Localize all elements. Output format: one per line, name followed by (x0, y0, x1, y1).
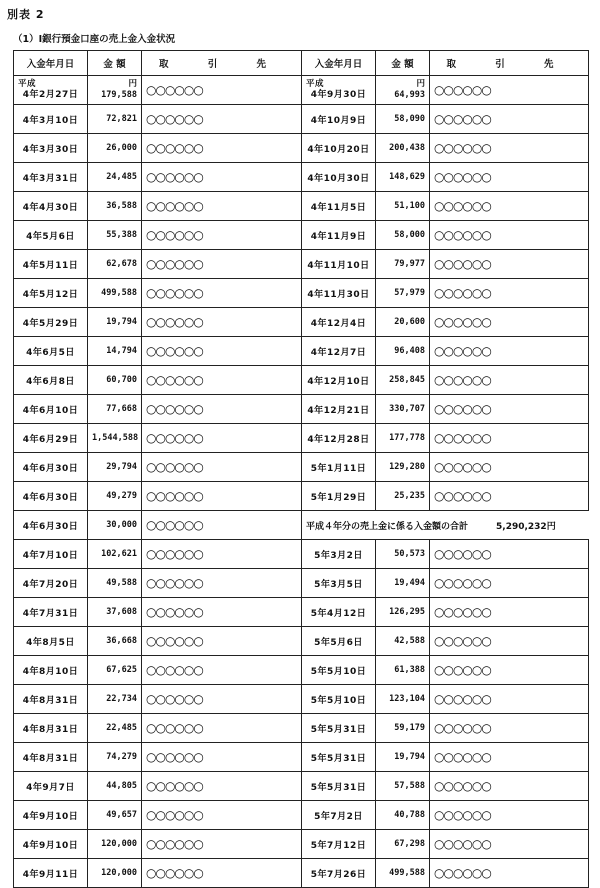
row-amount: 36,588 (88, 192, 142, 221)
row-date: 4年3月10日 (14, 105, 88, 134)
row-date: 4年10月30日 (302, 163, 376, 192)
row-amount: 40,788 (376, 801, 430, 830)
table-header-row (14, 51, 589, 76)
row-amount: 129,280 (376, 453, 430, 482)
row-party: ○○○○○○ (142, 482, 302, 511)
row-party: ○○○○○○ (430, 598, 589, 627)
row-amount: 499,588 (376, 859, 430, 888)
row-date: 4年3月31日 (14, 163, 88, 192)
row-party: ○○○○○○ (430, 830, 589, 859)
table-row (14, 308, 589, 337)
row-amount: 67,625 (88, 656, 142, 685)
row-date: 5年5月31日 (302, 714, 376, 743)
row-amount-value: 179,588 (101, 90, 137, 100)
row-date: 4年12月10日 (302, 366, 376, 395)
row-date: 4年6月30日 (14, 482, 88, 511)
row-date: 4年9月10日 (14, 801, 88, 830)
row-date: 4年7月10日 (14, 540, 88, 569)
row-amount: 49,279 (88, 482, 142, 511)
row-amount: 61,388 (376, 656, 430, 685)
row-party: ○○○○○○ (430, 76, 589, 105)
table-row (14, 540, 589, 569)
row-amount-value: 64,993 (394, 90, 425, 100)
table-row (14, 163, 589, 192)
table-row (14, 192, 589, 221)
row-date-prefix: 平成 (306, 79, 325, 89)
row-party: ○○○○○○ (430, 250, 589, 279)
row-party: ○○○○○○ (142, 511, 302, 540)
row-amount: 30,000 (88, 511, 142, 540)
row-party: ○○○○○○ (430, 540, 589, 569)
row-amount: 1,544,588 (88, 424, 142, 453)
row-party: ○○○○○○ (142, 627, 302, 656)
row-date: 4年11月9日 (302, 221, 376, 250)
row-party: ○○○○○○ (142, 395, 302, 424)
row-date: 5年5月6日 (302, 627, 376, 656)
header-amount: 金 額 (376, 51, 430, 76)
row-party: ○○○○○○ (142, 279, 302, 308)
table-row (14, 598, 589, 627)
table-row (14, 627, 589, 656)
table-row (14, 337, 589, 366)
row-party: ○○○○○○ (430, 192, 589, 221)
row-amount: 59,179 (376, 714, 430, 743)
document-label: 別表 2 (7, 8, 45, 21)
row-party: ○○○○○○ (142, 540, 302, 569)
header-party: 取 引 先 (142, 51, 302, 76)
row-date: 5年5月10日 (302, 685, 376, 714)
table-row (14, 221, 589, 250)
ledger-body (14, 51, 589, 888)
row-date: 4年4月30日 (14, 192, 88, 221)
row-amount: 126,295 (376, 598, 430, 627)
row-date: 4年6月30日 (14, 511, 88, 540)
row-party: ○○○○○○ (142, 250, 302, 279)
row-party: ○○○○○○ (430, 569, 589, 598)
row-party: ○○○○○○ (142, 598, 302, 627)
row-date: 4年12月28日 (302, 424, 376, 453)
row-date: 4年8月31日 (14, 685, 88, 714)
row-date: 4年10月9日 (302, 105, 376, 134)
row-party: ○○○○○○ (430, 714, 589, 743)
row-date-value: 4年2月27日 (22, 90, 79, 100)
row-amount: 51,100 (376, 192, 430, 221)
fy4-total-cell (302, 511, 589, 540)
row-amount: 26,000 (88, 134, 142, 163)
row-party: ○○○○○○ (142, 337, 302, 366)
row-date: 4年7月20日 (14, 569, 88, 598)
header-party: 取 引 先 (430, 51, 589, 76)
table-row (14, 656, 589, 685)
row-party: ○○○○○○ (430, 453, 589, 482)
row-date: 4年12月7日 (302, 337, 376, 366)
row-party: ○○○○○○ (430, 366, 589, 395)
row-date (302, 76, 376, 105)
row-party: ○○○○○○ (142, 685, 302, 714)
table-caption: （1）I銀行預金口座の売上金入金状況 (13, 34, 176, 45)
table-row (14, 424, 589, 453)
table-row (14, 830, 589, 859)
row-amount: 77,668 (88, 395, 142, 424)
row-amount: 60,700 (88, 366, 142, 395)
row-party: ○○○○○○ (430, 134, 589, 163)
row-date: 4年12月4日 (302, 308, 376, 337)
row-date: 4年6月5日 (14, 337, 88, 366)
row-amount (376, 76, 430, 105)
row-amount: 22,485 (88, 714, 142, 743)
row-date-prefix: 平成 (18, 79, 37, 89)
row-amount: 74,279 (88, 743, 142, 772)
row-amount: 123,104 (376, 685, 430, 714)
row-date: 4年6月29日 (14, 424, 88, 453)
row-party: ○○○○○○ (142, 424, 302, 453)
row-party: ○○○○○○ (430, 627, 589, 656)
row-date: 5年1月11日 (302, 453, 376, 482)
row-party: ○○○○○○ (430, 163, 589, 192)
header-date: 入金年月日 (302, 51, 376, 76)
row-party: ○○○○○○ (142, 801, 302, 830)
row-amount: 50,573 (376, 540, 430, 569)
row-amount-prefix: 円 (416, 79, 425, 89)
table-row (14, 772, 589, 801)
row-amount: 20,600 (376, 308, 430, 337)
row-amount: 55,388 (88, 221, 142, 250)
row-party: ○○○○○○ (142, 453, 302, 482)
table-row (14, 511, 589, 540)
row-date: 4年6月10日 (14, 395, 88, 424)
row-amount: 49,588 (88, 569, 142, 598)
row-date-value: 4年9月30日 (310, 90, 367, 100)
header-amount: 金 額 (88, 51, 142, 76)
table-row (14, 569, 589, 598)
row-amount: 29,794 (88, 453, 142, 482)
row-amount: 120,000 (88, 859, 142, 888)
row-amount: 120,000 (88, 830, 142, 859)
row-date: 4年9月10日 (14, 830, 88, 859)
row-amount: 57,979 (376, 279, 430, 308)
table-row (14, 482, 589, 511)
row-party: ○○○○○○ (142, 163, 302, 192)
row-amount: 37,608 (88, 598, 142, 627)
row-date: 4年8月31日 (14, 743, 88, 772)
table-row (14, 453, 589, 482)
table-row (14, 395, 589, 424)
row-date: 4年11月30日 (302, 279, 376, 308)
row-date: 5年7月26日 (302, 859, 376, 888)
row-date: 5年4月12日 (302, 598, 376, 627)
table-row (14, 801, 589, 830)
row-party: ○○○○○○ (430, 801, 589, 830)
row-date: 4年12月21日 (302, 395, 376, 424)
row-party: ○○○○○○ (430, 308, 589, 337)
row-date: 4年6月8日 (14, 366, 88, 395)
row-date: 4年10月20日 (302, 134, 376, 163)
row-party: ○○○○○○ (430, 685, 589, 714)
table-row (14, 714, 589, 743)
row-amount: 148,629 (376, 163, 430, 192)
row-party: ○○○○○○ (142, 134, 302, 163)
row-date: 4年5月11日 (14, 250, 88, 279)
row-date: 5年5月31日 (302, 743, 376, 772)
row-party: ○○○○○○ (142, 656, 302, 685)
row-amount: 44,805 (88, 772, 142, 801)
row-party: ○○○○○○ (142, 772, 302, 801)
row-party: ○○○○○○ (142, 105, 302, 134)
row-amount: 62,678 (88, 250, 142, 279)
fy4-total-value: 5,290,232円 (496, 521, 556, 532)
table-row (14, 105, 589, 134)
row-amount: 22,734 (88, 685, 142, 714)
row-amount: 24,485 (88, 163, 142, 192)
row-amount: 58,090 (376, 105, 430, 134)
row-party: ○○○○○○ (430, 743, 589, 772)
row-amount: 330,707 (376, 395, 430, 424)
row-date: 5年5月31日 (302, 772, 376, 801)
row-date: 5年3月2日 (302, 540, 376, 569)
row-date: 4年8月5日 (14, 627, 88, 656)
row-date: 5年7月2日 (302, 801, 376, 830)
row-amount: 200,438 (376, 134, 430, 163)
row-party: ○○○○○○ (430, 656, 589, 685)
row-party: ○○○○○○ (142, 569, 302, 598)
row-party: ○○○○○○ (142, 192, 302, 221)
row-amount: 49,657 (88, 801, 142, 830)
row-party: ○○○○○○ (142, 859, 302, 888)
row-date: 4年5月6日 (14, 221, 88, 250)
row-party: ○○○○○○ (142, 830, 302, 859)
row-party: ○○○○○○ (430, 279, 589, 308)
row-party: ○○○○○○ (142, 221, 302, 250)
row-amount: 177,778 (376, 424, 430, 453)
row-amount: 67,298 (376, 830, 430, 859)
table-row (14, 250, 589, 279)
header-date: 入金年月日 (14, 51, 88, 76)
table-row (14, 859, 589, 888)
row-date: 4年11月10日 (302, 250, 376, 279)
row-party: ○○○○○○ (142, 714, 302, 743)
row-date: 4年5月29日 (14, 308, 88, 337)
row-date: 4年8月31日 (14, 714, 88, 743)
row-date: 4年5月12日 (14, 279, 88, 308)
row-date: 4年11月5日 (302, 192, 376, 221)
row-amount: 36,668 (88, 627, 142, 656)
row-date: 4年3月30日 (14, 134, 88, 163)
row-amount: 57,588 (376, 772, 430, 801)
row-date: 4年8月10日 (14, 656, 88, 685)
fy4-total-label: 平成４年分の売上金に係る入金額の合計 (306, 521, 469, 532)
row-date: 4年6月30日 (14, 453, 88, 482)
row-date (14, 76, 88, 105)
row-date: 4年9月11日 (14, 859, 88, 888)
table-row (14, 134, 589, 163)
row-amount: 19,794 (376, 743, 430, 772)
row-party: ○○○○○○ (430, 337, 589, 366)
table-row (14, 76, 589, 105)
row-amount: 19,494 (376, 569, 430, 598)
row-party: ○○○○○○ (142, 308, 302, 337)
row-amount: 58,000 (376, 221, 430, 250)
row-date: 4年7月31日 (14, 598, 88, 627)
row-amount: 25,235 (376, 482, 430, 511)
row-amount: 19,794 (88, 308, 142, 337)
row-date: 5年5月10日 (302, 656, 376, 685)
row-party: ○○○○○○ (430, 221, 589, 250)
row-party: ○○○○○○ (430, 482, 589, 511)
table-row (14, 685, 589, 714)
row-party: ○○○○○○ (430, 395, 589, 424)
row-date: 5年3月5日 (302, 569, 376, 598)
row-amount: 499,588 (88, 279, 142, 308)
row-amount (88, 76, 142, 105)
row-amount-prefix: 円 (128, 79, 137, 89)
row-party: ○○○○○○ (142, 743, 302, 772)
table-row (14, 366, 589, 395)
row-date: 5年7月12日 (302, 830, 376, 859)
row-party: ○○○○○○ (142, 366, 302, 395)
row-date: 4年9月7日 (14, 772, 88, 801)
table-row (14, 743, 589, 772)
row-date: 5年1月29日 (302, 482, 376, 511)
row-amount: 79,977 (376, 250, 430, 279)
row-amount: 14,794 (88, 337, 142, 366)
row-amount: 102,621 (88, 540, 142, 569)
row-party: ○○○○○○ (142, 76, 302, 105)
deposit-ledger-table (13, 50, 589, 888)
row-amount: 96,408 (376, 337, 430, 366)
row-party: ○○○○○○ (430, 424, 589, 453)
row-party: ○○○○○○ (430, 105, 589, 134)
row-amount: 258,845 (376, 366, 430, 395)
row-party: ○○○○○○ (430, 772, 589, 801)
row-amount: 42,588 (376, 627, 430, 656)
table-row (14, 279, 589, 308)
row-party: ○○○○○○ (430, 859, 589, 888)
row-amount: 72,821 (88, 105, 142, 134)
